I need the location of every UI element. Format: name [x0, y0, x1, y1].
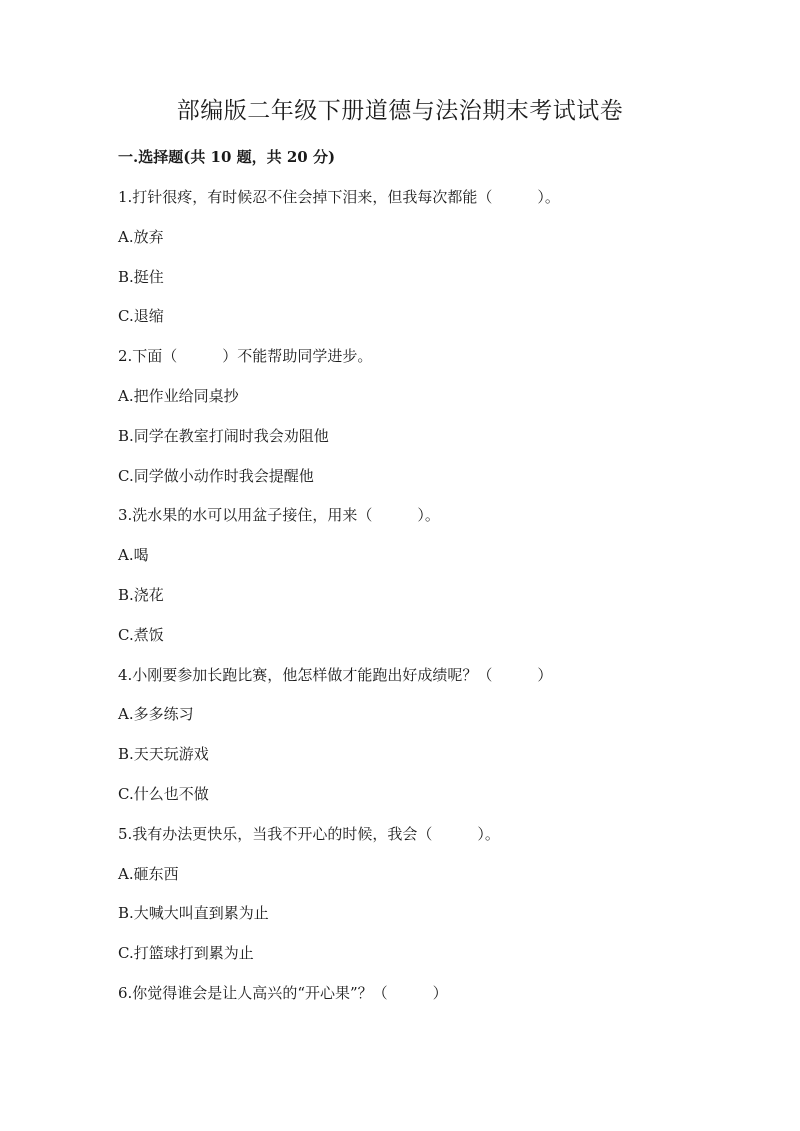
- question-5-option-c: C.打篮球打到累为止: [118, 944, 254, 963]
- question-list: [118, 185, 718, 1021]
- page-title: 部编版二年级下册道德与法治期末考试试卷: [176, 98, 624, 124]
- question-4-option-a: A.多多练习: [118, 705, 194, 724]
- question-1-option-c: C.退缩: [118, 307, 164, 326]
- question-2: 2.下面（ ）不能帮助同学进步。: [118, 347, 373, 366]
- question-1: 1.打针很疼，有时候忍不住会掉下泪来，但我每次都能（ ）。: [118, 188, 560, 206]
- question-1-option-a: A.放弃: [118, 227, 164, 246]
- question-3-option-a: A.喝: [118, 546, 149, 565]
- section-heading: 一.选择题(共 10 题，共 20 分): [118, 148, 336, 166]
- question-5: 5.我有办法更快乐，当我不开心的时候，我会（ ）。: [118, 824, 500, 843]
- question-4-option-c: C.什么也不做: [118, 784, 209, 803]
- question-1-option-b: B.挺住: [118, 267, 164, 286]
- question-2-option-c: C.同学做小动作时我会提醒他: [118, 466, 314, 485]
- question-6: 6.你觉得谁会是让人高兴的“开心果”？（ ）: [118, 983, 448, 1002]
- question-4: 4.小刚要参加长跑比赛，他怎样做才能跑出好成绩呢？（ ）: [118, 665, 553, 684]
- question-2-option-a: A.把作业给同桌抄: [118, 386, 239, 405]
- question-2-option-b: B.同学在教室打闹时我会劝阻他: [118, 426, 329, 445]
- question-3: 3.洗水果的水可以用盆子接住，用来（ ）。: [118, 506, 440, 525]
- question-3-option-b: B.浇花: [118, 585, 164, 604]
- question-5-option-b: B.大喊大叫直到累为止: [118, 904, 269, 923]
- question-3-option-c: C.煮饭: [118, 625, 164, 644]
- question-4-option-b: B.天天玩游戏: [118, 745, 209, 764]
- question-5-option-a: A.砸东西: [118, 864, 179, 883]
